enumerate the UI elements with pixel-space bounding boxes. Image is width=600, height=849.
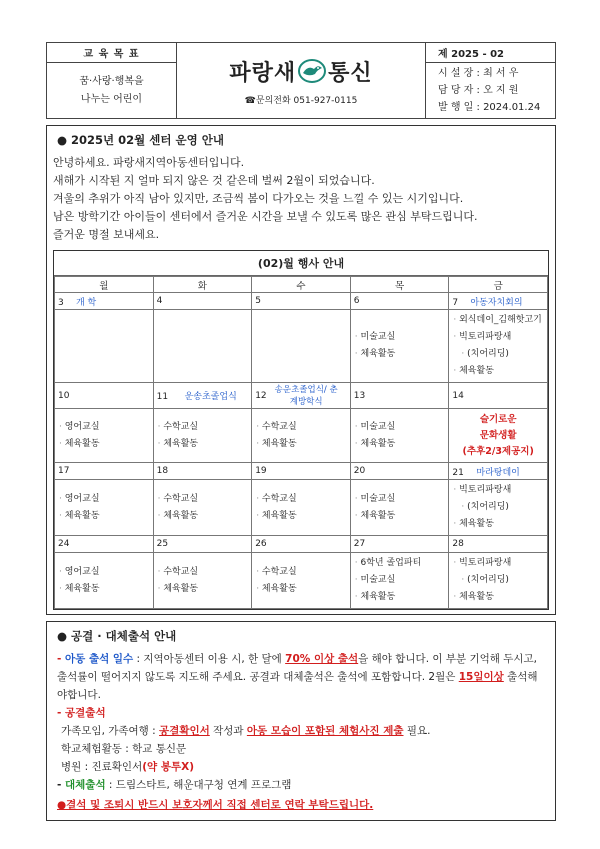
activity-item: · 영어교실	[59, 564, 149, 581]
calendar-table	[54, 276, 548, 609]
manager-line: 담 당 자 : 오 지 원	[438, 85, 519, 96]
greeting-line: 겨울의 추위가 아직 남아 있지만, 조금씩 봄이 다가오는 것을 느낄 수 있는 시기입니다.	[53, 192, 464, 205]
absence-notice: ●결석 및 조퇴시 반드시 보호자께서 직접 센터로 연락 부탁드립니다.	[57, 799, 374, 811]
weekday-header: 수	[252, 277, 351, 293]
activity-cell	[252, 480, 351, 536]
activity-row	[55, 553, 548, 609]
substitute-label: 대체출석	[65, 779, 106, 791]
activity-item: · 빅토리파랑새	[453, 555, 543, 572]
date-number: 20	[353, 466, 366, 476]
goal-label: 교 육 목 표	[47, 43, 177, 63]
event-label: 마라탕데이	[476, 467, 520, 478]
weekday-header: 화	[153, 277, 252, 293]
greeting-body	[47, 154, 555, 244]
dash-marker: -	[57, 653, 66, 665]
activity-row	[55, 310, 548, 383]
date-cell	[252, 383, 351, 409]
activity-item: · 영어교실	[59, 419, 149, 436]
header-table	[46, 42, 556, 119]
date-cell	[252, 293, 351, 310]
activity-item: · 체육활동	[59, 436, 149, 453]
activity-cell	[153, 480, 252, 536]
activity-cell	[449, 310, 548, 383]
date-number: 13	[353, 390, 366, 401]
activity-cell	[449, 553, 548, 609]
event-label: 송운초졸업식/ 춘계방학식	[274, 384, 338, 407]
activity-item: · 영어교실	[59, 491, 149, 508]
activity-row	[55, 409, 548, 463]
event-calendar	[53, 250, 549, 610]
activity-item-sub: · (치어리딩)	[453, 346, 543, 363]
date-number: 12	[255, 390, 267, 401]
date-row	[55, 463, 548, 480]
activity-item: · 체육활동	[256, 508, 346, 525]
date-cell	[252, 463, 351, 480]
text-span: 작성과	[209, 725, 247, 737]
date-cell	[153, 463, 252, 480]
date-number: 4	[156, 296, 163, 306]
date-number: 25	[156, 539, 169, 549]
special-event-line: 문화생활	[479, 429, 517, 441]
school-activity-line: 학교체험활동 : 학교 통신문	[61, 743, 187, 755]
activity-cell	[449, 409, 548, 463]
date-number: 14	[452, 390, 464, 401]
weekday-header-row	[55, 277, 548, 293]
activity-cell	[55, 310, 154, 383]
event-label: 아동자치회의	[470, 297, 523, 308]
greeting-line: 즐거운 명절 보내세요.	[53, 228, 160, 241]
date-cell	[350, 536, 449, 553]
date-row	[55, 383, 548, 409]
calendar-title: (02)월 행사 안내	[54, 251, 548, 276]
date-cell	[55, 293, 154, 310]
activity-item: · 체육활동	[453, 516, 543, 533]
phone-number: 051-927-0115	[293, 95, 358, 106]
event-label: 운송초졸업식	[184, 392, 237, 402]
activity-item: · 수학교실	[158, 419, 248, 436]
photo-requirement: 아동 모습이 포함된 체험사진 제출	[246, 725, 404, 737]
goal-line2: 나누는 어린이	[80, 93, 143, 105]
activity-cell	[350, 480, 449, 536]
date-cell	[350, 383, 449, 409]
activity-item: · 체육활동	[158, 581, 248, 598]
weekday-header: 금	[449, 277, 548, 293]
activity-cell	[252, 553, 351, 609]
attendance-days-paragraph	[57, 650, 545, 704]
special-event-line: (추후2/3제공지)	[462, 445, 534, 457]
hospital-line	[57, 758, 545, 776]
excuse-form: 공결확인서	[159, 725, 210, 737]
activity-item: · 체육활동	[355, 508, 445, 525]
text-span: 필요.	[403, 725, 431, 737]
date-number: 18	[156, 466, 169, 476]
attendance-title: ● 공결 · 대체출석 안내	[57, 629, 177, 643]
publish-date: 발 행 일 : 2024.01.24	[438, 102, 541, 113]
issue-number: 제 2025 - 02	[426, 43, 556, 63]
date-cell	[350, 463, 449, 480]
date-cell	[153, 383, 252, 409]
text-span: : 드림스타트, 해운대구청 연계 프로그램	[105, 779, 292, 791]
goal-text	[47, 63, 177, 119]
date-number: 27	[353, 539, 366, 549]
activity-item: · 체육활동	[256, 581, 346, 598]
weekday-header: 목	[350, 277, 449, 293]
activity-item: · 미술교실	[355, 419, 445, 436]
date-number: 26	[255, 539, 267, 549]
activity-item: · 미술교실	[355, 572, 445, 589]
activity-cell	[252, 409, 351, 463]
title-cell	[177, 43, 426, 119]
monthly-operation-section	[46, 125, 556, 615]
date-number: 7	[452, 297, 459, 308]
attendance-rate: 70% 이상 출석	[285, 653, 359, 665]
attendance-section	[46, 621, 556, 821]
activity-item: · 체육활동	[158, 508, 248, 525]
date-number: 21	[452, 467, 464, 478]
activity-item: · 미술교실	[355, 491, 445, 508]
date-cell	[449, 536, 548, 553]
date-number: 24	[58, 539, 70, 549]
excused-attendance-label: - 공결출석	[57, 707, 106, 719]
activity-cell	[153, 409, 252, 463]
director-line: 시 설 장 : 최 서 우	[438, 68, 519, 79]
activity-item: · 체육활동	[355, 346, 445, 363]
activity-item: · 수학교실	[256, 564, 346, 581]
date-number: 3	[58, 297, 64, 308]
activity-item: · 빅토리파랑새	[453, 482, 543, 499]
text-span: 을 해야 합니다. 이 부분 기억해 두시고, 출석률이 떨어지지 않도록 지도해 주세요. 공결과 대체출석은 출석에 포함합니다. 2월은	[57, 653, 538, 683]
greeting-line: 안녕하세요. 파랑새지역아동센터입니다.	[53, 156, 245, 169]
hospital-note: (약 봉투X)	[142, 761, 194, 773]
date-cell	[449, 463, 548, 480]
activity-item: · 체육활동	[453, 589, 543, 606]
title-left: 파랑새	[229, 60, 297, 86]
date-cell	[153, 536, 252, 553]
activity-item-sub: · (치어리딩)	[453, 572, 543, 589]
date-number: 28	[452, 539, 464, 549]
activity-item: · 체육활동	[59, 508, 149, 525]
greeting-title: ● 2025년 02월 센터 운영 안내	[57, 133, 224, 147]
attendance-days-label: 아동 출석 일수	[65, 653, 134, 665]
activity-item: · 체육활동	[453, 363, 543, 380]
activity-item: · 미술교실	[355, 329, 445, 346]
staff-info	[426, 63, 556, 119]
family-event-line	[57, 722, 545, 740]
date-number: 17	[58, 466, 70, 476]
date-cell	[449, 293, 548, 310]
text-span: 병원 : 진료확인서	[61, 761, 143, 773]
special-event-line: 슬기로운	[479, 413, 517, 425]
activity-cell	[449, 480, 548, 536]
date-cell	[55, 463, 154, 480]
text-span: 출석해야합니다.	[57, 671, 538, 701]
date-row	[55, 536, 548, 553]
activity-item-sub: · (치어리딩)	[453, 499, 543, 516]
text-span: 가족모임, 가족여행 :	[61, 725, 160, 737]
activity-item: · 수학교실	[158, 491, 248, 508]
date-number: 6	[353, 296, 360, 306]
required-days: 15일이상	[458, 671, 504, 683]
event-label: 개 학	[76, 297, 97, 308]
activity-item: · 체육활동	[355, 589, 445, 606]
dash-marker: -	[57, 779, 66, 791]
activity-item: · 체육활동	[256, 436, 346, 453]
activity-item: · 수학교실	[256, 419, 346, 436]
phone-line	[177, 93, 425, 106]
activity-item: · 체육활동	[355, 436, 445, 453]
greeting-line: 새해가 시작된 지 얼마 되지 않은 것 같은데 벌써 2월이 되었습니다.	[53, 174, 375, 187]
activity-item: · 빅토리파랑새	[453, 329, 543, 346]
activity-cell	[350, 310, 449, 383]
substitute-attendance-line	[57, 776, 545, 794]
activity-item: · 체육활동	[158, 436, 248, 453]
date-number: 5	[255, 296, 261, 306]
date-cell	[252, 536, 351, 553]
date-row	[55, 293, 548, 310]
activity-item: · 6학년 졸업파티	[355, 555, 445, 572]
activity-item: · 체육활동	[59, 581, 149, 598]
activity-cell	[153, 553, 252, 609]
activity-cell	[55, 409, 154, 463]
activity-cell	[55, 553, 154, 609]
phone-label: ☎문의전화	[244, 95, 291, 106]
goal-line1: 꿈·사랑·행복을	[79, 75, 144, 87]
activity-row	[55, 480, 548, 536]
date-cell	[153, 293, 252, 310]
date-cell	[449, 383, 548, 409]
activity-cell	[252, 310, 351, 383]
activity-cell	[350, 553, 449, 609]
date-cell	[55, 536, 154, 553]
activity-item: · 외식데이_김해핫고기	[453, 312, 543, 329]
greeting-line: 남은 방학기간 아이들이 센터에서 즐거운 시간을 보낼 수 있도록 많은 관심 부탁드립니다.	[53, 210, 478, 223]
title-right: 통신	[328, 60, 373, 86]
date-cell	[55, 383, 154, 409]
text-span: : 지역아동센터 이용 시, 한 달에	[133, 653, 286, 665]
date-number: 10	[58, 390, 70, 401]
date-number: 19	[255, 466, 267, 476]
newsletter-title	[177, 56, 425, 87]
activity-item: · 수학교실	[158, 564, 248, 581]
date-number: 11	[156, 392, 169, 402]
activity-cell	[350, 409, 449, 463]
weekday-header: 월	[55, 277, 154, 293]
date-cell	[350, 293, 449, 310]
bird-logo-icon	[298, 59, 326, 83]
activity-item: · 수학교실	[256, 491, 346, 508]
newsletter-page	[46, 42, 556, 821]
activity-cell	[55, 480, 154, 536]
activity-cell	[153, 310, 252, 383]
